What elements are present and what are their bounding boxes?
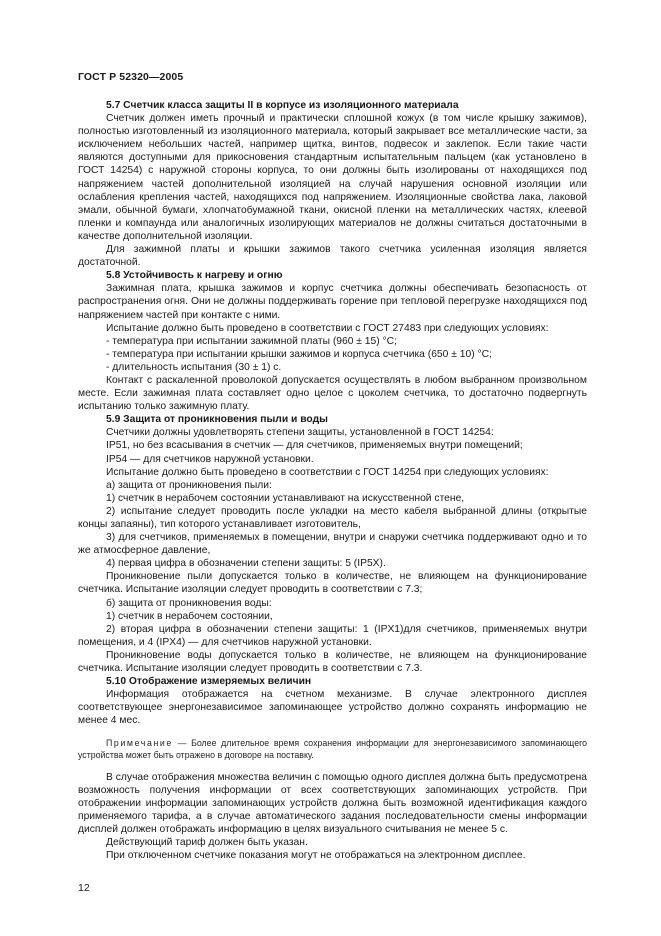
document-body (78, 99, 587, 863)
note-paragraph (78, 737, 587, 761)
body-paragraph: Проникновение воды допускается только в количестве, не влияющем на функционирование счетчика. Испытание изоляции следует проводить в соответствии с 7.3. (78, 649, 587, 675)
section-heading: 5.10 Отображение измеряемых величин (106, 676, 312, 688)
body-paragraph: В случае отображения множества величин с помощью одного дисплея должна быть предусмотрена возможность получения информации от всех соответствующих запоминающих устройств. При отображении информации запоминающих устройств должна быть возможной идентификация каждого применяемого тарифа, а в случае автоматического задания последовательности смены информации дисплей должен отображать информацию в целях визуального считывания не менее 5 с. (78, 771, 587, 836)
body-paragraph: 3) для счетчиков, применяемых в помещении, внутри и снаружи счетчика поддерживают одно и то же атмосферное давление, (78, 532, 587, 557)
section-heading: 5.9 Защита от проникновения пыли и воды (106, 414, 328, 426)
standard-header: ГОСТ Р 52320—2005 (78, 71, 184, 83)
body-paragraph: Счетчики должны удовлетворять степени защиты, установленной в ГОСТ 14254: (106, 427, 494, 439)
page-number: 12 (78, 882, 90, 894)
body-paragraph: 1) счетчик в нерабочем состоянии, (106, 610, 273, 622)
body-paragraph: - температура при испытании зажимной платы (960 ± 15) °С; (106, 335, 397, 347)
body-paragraph: - температура при испытании крышки зажимов и корпуса счетчика (650 ± 10) °С; (106, 348, 492, 360)
body-paragraph: Для зажимной платы и крышки зажимов такого счетчика усиленная изоляция является достаточной. (78, 244, 587, 269)
body-paragraph: Контакт с раскаленной проволокой допускается осуществлять в любом выбранном произвольном месте. Если зажимная плата составляет одно целое с цоколем счетчика, то достаточно подвергнуть испытанию только зажимную плату. (78, 374, 587, 413)
body-paragraph: Действующий тариф должен быть указан. (106, 837, 308, 849)
body-paragraph: 2) испытание следует проводить после укладки на место кабеля выбранной длины (открытые концы запаяны), тип которого устанавливает изготовитель, (78, 505, 587, 530)
body-paragraph: 2) вторая цифра в обозначении степени защиты: 1 (IPX1)для счетчиков, применяемых внутри помещения, и 4 (IPX4) — для счетчиков наружной установки. (78, 623, 587, 648)
body-paragraph: 4) первая цифра в обозначении степени защиты: 5 (IP5X). (106, 558, 386, 570)
body-paragraph: IP54 — для счетчиков наружной установки. (106, 453, 314, 465)
section-heading: 5.7 Счетчик класса защиты II в корпусе из изоляционного материала (106, 100, 459, 111)
section-heading: 5.8 Устойчивость к нагреву и огню (106, 270, 283, 282)
body-paragraph: IP51, но без всасывания в счетчик — для счетчиков, применяемых внутри помещений; (106, 440, 523, 452)
note-label: Примечание (106, 737, 173, 748)
body-paragraph: - длительность испытания (30 ± 1) с. (106, 361, 282, 373)
body-paragraph: Испытание должно быть проведено в соответствии с ГОСТ 27483 при следующих условиях: (106, 322, 549, 334)
body-paragraph: Зажимная плата, крышка зажимов и корпус счетчика должны обеспечивать безопасность от распространения огня. Они не должны поддерживать горение при тепловой перегрузке находящихся под напряжением частей при контакте с ними. (78, 283, 587, 321)
body-paragraph: Испытание должно быть проведено в соответствии с ГОСТ 14254 при следующих условиях: (106, 466, 549, 478)
body-paragraph: б) защита от проникновения воды: (106, 597, 272, 609)
body-paragraph: Информация отображается на счетном механизме. В случае электронного дисплея соответствующее энергонезависимое запоминающее устройство должно сохранять информацию не менее 4 мес. (78, 689, 587, 727)
body-paragraph: 1) счетчик в нерабочем состоянии устанавливают на искусственной стене, (106, 492, 465, 504)
note-text: — Более длительное время сохранения информации для энергонезависимого запоминающего устройства может быть отражено в договоре на поставку. (78, 737, 587, 760)
body-paragraph: Проникновение пыли допускается только в количестве, не влияющем на функционирование счетчика. Испытание изоляции следует проводить в соответствии с 7.3; (78, 571, 587, 596)
body-paragraph: При отключенном счетчике показания могут не отображаться на электронном дисплее. (106, 850, 526, 862)
body-paragraph: Счетчик должен иметь прочный и практически сплошной кожух (в том числе крышку зажимов), полностью изготовленный из изоляционного материала, который закрывает все металлические части, за исключением небольших частей, например щитка, винтов, подвесок и заклепок. Если такие части являются доступными для прикосновения стандартным испытательным пальцем (как установлено в ГОСТ 14254) с наружной стороны корпуса, то они должны быть изолированы от находящихся под напряжением частей дополнительной изоляцией на случай нарушения основной изоляции или ослабления крепления частей, находящихся под напряжением. Изоляционные свойства лака, лаковой эмали, обычной бумаги, хлопчатобумажной ткани, окисной пленки на металлических частях, клеевой пленки и компаунда или аналогичных изолирующих материалов не должны считаться достаточными в качестве дополнительной изоляции. (78, 113, 587, 242)
body-paragraph: а) защита от проникновения пыли: (106, 479, 272, 491)
